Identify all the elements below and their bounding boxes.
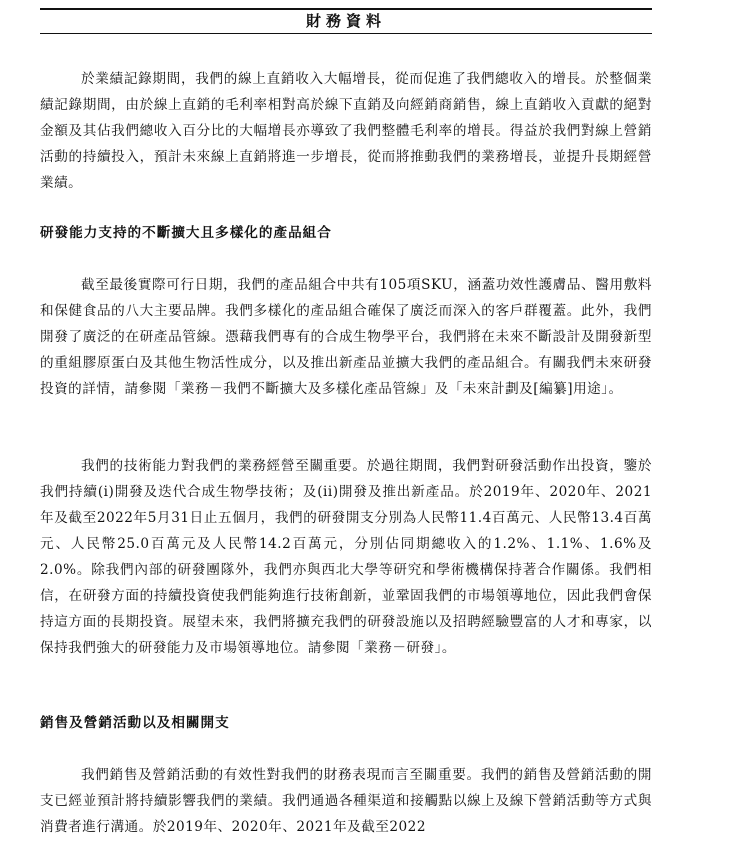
page-title: 財務資料 [305,12,386,30]
paragraph-sales-marketing: 我們銷售及營銷活動的有效性對我們的財務表現而言至關重要。我們的銷售及營銷活動的開支已經並預計將持續影響我們的業績。我們通過各種渠道和接觸點以線上及線下營銷活動等方式與消費者進行溝通。於2019年、2020年、2021年及截至2022 [40,767,652,835]
heading-sales-marketing: 銷售及營銷活動以及相關開支 [40,715,230,731]
paragraph-product-portfolio: 截至最後實際可行日期，我們的產品組合中共有105項SKU，涵蓋功效性護膚品、醫用敷料和保健食品的八大主要品牌。我們多樣化的產品組合確保了廣泛而深入的客戶群覆蓋。此外，我們開發了廣泛的在研產品管線。憑藉我們專有的合成生物學平台，我們將在未來不斷設計及開發新型的重組膠原蛋白及其他生物活性成分，以及推出新產品並擴大我們的產品組合。有關我們未來研發投資的詳情，請參閱「業務－我們不斷擴大及多樣化產品管線」及「未來計劃及[編纂]用途」。 [40,277,652,397]
paragraph-rd-investment: 我們的技術能力對我們的業務經營至關重要。於過往期間，我們對研發活動作出投資，鑒於我們持續(i)開發及迭代合成生物學技術；及(ii)開發及推出新產品。於2019年、2020年、2021年及截至2022年5月31日止五個月，我們的研發開支分別為人民幣11.4百萬元、人民幣13.4百萬元、人民幣25.0百萬元及人民幣14.2百萬元，分別佔同期總收入的1.2%、1.1%、1.6%及2.0%。除我們內部的研發團隊外，我們亦與西北大學等研究和學術機構保持著合作關係。我們相信，在研發方面的持續投資使我們能夠進行技術創新，並鞏固我們的市場領導地位，因此我們會保持這方面的長期投資。展望未來，我們將擴充我們的研發設施以及招聘經驗豐富的人才和專家，以保持我們強大的研發能力及市場領導地位。請參閱「業務－研發」。 [40,458,652,656]
paragraph-online-sales: 於業績記錄期間，我們的線上直銷收入大幅增長，從而促進了我們總收入的增長。於整個業績記錄期間，由於線上直銷的毛利率相對高於線下直銷及向經銷商銷售，線上直銷收入貢獻的絕對金額及其佔我們總收入百分比的大幅增長亦導致了我們整體毛利率的增長。得益於我們對線上營銷活動的持續投入，預計未來線上直銷將進一步增長，從而將推動我們的業務增長，並提升長期經營業績。 [40,71,652,191]
heading-product-portfolio: 研發能力支持的不斷擴大且多樣化的產品組合 [40,225,332,241]
document-page [40,0,652,846]
page-header [40,8,652,34]
